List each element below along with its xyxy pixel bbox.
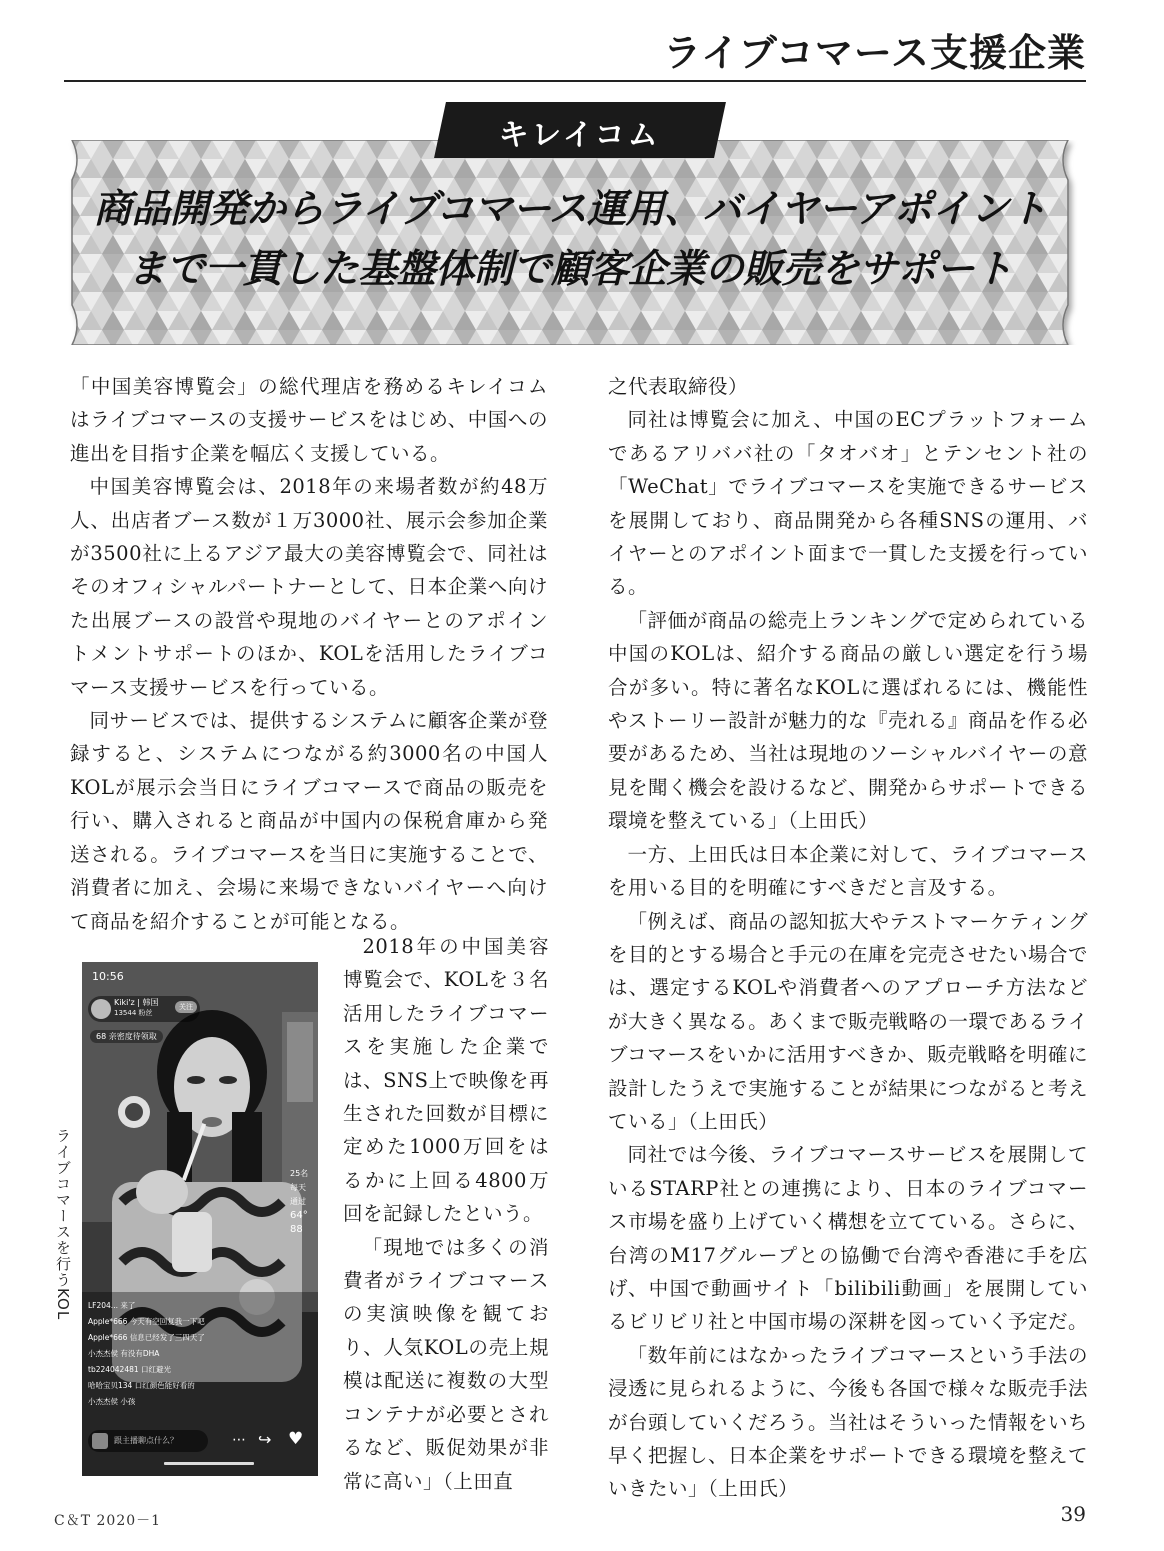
side-text: 25名 (290, 1169, 309, 1178)
paragraph: 中国美容博覧会は、2018年の来場者数が約48万人、出店者ブース数が１万3000社、展示会参加企業が3500社に上るアジア最大の美容博覧会で、同社はそのオフィシャルパートナーとして、日本企業へ向けた出展ブースの設営や現地のバイヤーとのアポイントメントサポートのほか、KOLを活用したライブコマース支援サービスを行っている。 (70, 475, 548, 699)
comment-placeholder: 跟主播聊点什么？ (114, 1436, 178, 1445)
paragraph: 同サービスでは、提供するシステムに顧客企業が登録すると、システムにつながる約3000名の中国人KOLが展示会当日にライブコマースで商品の販売を行い、購入されると商品が中国内の保税倉庫から発送される。ライブコマースを当日に実施することで、消費者に加え、会場に来場できないバイヤーへ向けて商品を紹介することが可能となる。 (70, 709, 548, 933)
chat-message: tb224042481 口红避光 (88, 1365, 172, 1374)
paragraph: 「中国美容博覧会」の総代理店を務めるキレイコムはライブコマースの支援サービスをはじめ、中国への進出を目指す企業を幅広く支援している。 (70, 375, 548, 465)
company-tag (434, 102, 726, 158)
more-icon[interactable]: ⋯ (232, 1432, 246, 1448)
chat-message: 小杰杰侯 有没有DHA (88, 1349, 160, 1358)
paragraph: 同社は博覧会に加え、中国のECプラットフォームであるアリババ社の「タオバオ」とテンセント社の「WeChat」でライブコマースを実施できるサービスを展開しており、商品開発から各種SNSの運用、バイヤーとのアポイント面まで一貫した支援を行っている。 (608, 408, 1089, 599)
shop-icon[interactable] (92, 1433, 108, 1449)
article-column-left (70, 370, 548, 938)
article-column-narrow (343, 930, 549, 1498)
paragraph: 2018年の中国美容博覧会で、KOLを３名活用したライブコマースを実施した企業では、SNS上で映像を再生された回数が目標に定めた1000万回をはるかに上回る4800万回を記録したという。 (343, 935, 549, 1226)
side-text: 通过 (290, 1197, 306, 1206)
company-name: キレイコム (498, 118, 661, 153)
chat-message: Apple*666 信息已经发了三四天了 (88, 1333, 205, 1342)
side-text: 64° (290, 1210, 308, 1221)
headline-line-1: 商品開発からライブコマース運用、バイヤーアポイント (92, 187, 1048, 232)
headline-line-2: まで一貫した基盤体制で顧客企業の販売をサポート (127, 247, 1013, 292)
chat-message: LF204... 来了 (88, 1301, 136, 1310)
status-time: 10:56 (92, 970, 124, 983)
page-number: 39 (1060, 1502, 1086, 1526)
avatar (91, 999, 111, 1019)
livestream-photo (82, 962, 318, 1476)
chat-list (88, 1298, 238, 1410)
header-rule (64, 80, 1086, 82)
host-badge (88, 996, 200, 1022)
article-column-right (608, 370, 1088, 1506)
paragraph-continued: 之代表取締役） (608, 375, 749, 398)
chat-message: 哈哈宝贝134 口红颜色能好看的 (88, 1381, 195, 1390)
chat-message: 小杰杰侯 小孩 (88, 1397, 136, 1406)
photo-caption: ライブコマースを行うKOL (54, 1128, 72, 1321)
follow-button[interactable]: 关注 (175, 1001, 197, 1013)
paragraph: 「例えば、商品の認知拡大やテストマーケティングを目的とする場合と手元の在庫を完売させたい場合では、選定するKOLや消費者へのアプローチ方法などが大きく異なる。あくまで販売戦略の一環であるライブコマースをいかに活用すべきか、販売戦略を明確に設計したうえで実施することが結果につながると考えている」（上田氏） (608, 909, 1089, 1133)
host-name: Kiki'z | 韩国 (114, 998, 159, 1007)
promo-badge: 68 亲密度待领取 (90, 1030, 163, 1043)
paragraph: 一方、上田氏は日本企業に対して、ライブコマースを用いる目的を明確にすべきだと言及する。 (608, 842, 1088, 900)
paragraph: 同社では今後、ライブコマースサービスを展開しているSTARP社との連携により、日本のライブコマース市場を盛り上げていく構想を立てている。さらに、台湾のM17グループとの協働で台湾や香港に手を広げ、中国で動画サイト「bilibili動画」を展開しているビリビリ社と中国市場の深耕を図っていく予定だ。 (608, 1143, 1089, 1334)
side-text: 每天 (290, 1183, 306, 1192)
side-panel (290, 1167, 316, 1237)
paragraph: 「数年前にはなかったライブコマースという手法の浸透に見られるように、今後も各国で様々な販売手法が台頭していくだろう。当社はそういった情報をいち早く把握し、日本企業をサポートできる環境を整えていきたい」（上田氏） (608, 1343, 1089, 1501)
side-text: 88 (290, 1224, 303, 1235)
chat-message: Apple*666 今天有空回复我一下吧 (88, 1317, 205, 1326)
host-fans: 13544 粉丝 (114, 1009, 153, 1017)
paragraph: 「現地では多くの消費者がライブコマースの実演映像を観ており、人気KOLの売上規模は配送に複数の大型コンテナが必要とされるなど、販促効果が非常に高い」（上田直 (343, 1235, 549, 1493)
share-icon[interactable]: ↪ (258, 1430, 272, 1449)
journal-footer: C＆T 2020－1 (54, 1513, 162, 1529)
paragraph: 「評価が商品の総売上ランキングで定められている中国のKOLは、紹介する商品の厳しい選定を行う場合が多い。特に著名なKOLに選ばれるには、機能性やストーリー設計が魅力的な『売れる』商品を作る必要があるため、当社は現地のソーシャルバイヤーの意見を聞く機会を設けるなど、開発からサポートできる環境を整えている」（上田氏） (608, 608, 1089, 833)
headline (70, 180, 1070, 300)
section-title: ライブコマース支援企業 (663, 31, 1086, 75)
heart-icon[interactable]: ♥ (288, 1429, 304, 1449)
comment-input[interactable] (88, 1430, 208, 1452)
